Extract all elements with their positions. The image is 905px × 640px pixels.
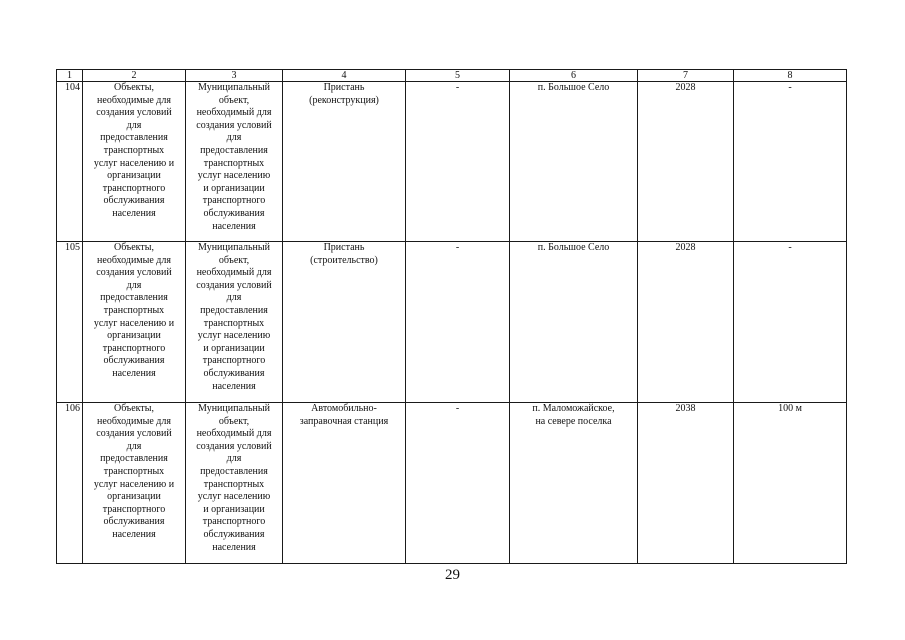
object-location-text: п. Маломожайское, на севере поселка bbox=[532, 403, 615, 427]
object-name bbox=[283, 242, 406, 403]
header-cell-2: 2 bbox=[83, 70, 186, 82]
object-status bbox=[186, 403, 283, 564]
object-name bbox=[283, 82, 406, 242]
object-year: 2038 bbox=[638, 403, 734, 564]
object-category-text: Объекты, необходимые для создания условий для предоставления транспортных услуг населению и организации транспортного обслуживания населения bbox=[93, 242, 175, 379]
header-cell-8: 8 bbox=[734, 70, 847, 82]
object-category-text: Объекты, необходимые для создания условий для предоставления транспортных услуг населению и организации транспортного обслуживания населения bbox=[93, 403, 175, 540]
object-status-text: Муниципальный объект, необходимый для создания условий для предоставления транспортных услуг населению и организации транспортного обслуживания населения bbox=[196, 82, 272, 232]
object-category bbox=[83, 82, 186, 242]
header-row bbox=[57, 70, 847, 82]
table-row bbox=[57, 403, 847, 564]
object-category bbox=[83, 403, 186, 564]
object-status bbox=[186, 242, 283, 403]
object-location bbox=[510, 242, 638, 403]
object-name-text: Автомобильно- заправочная станция bbox=[299, 403, 389, 427]
table-row bbox=[57, 82, 847, 242]
object-category-text: Объекты, необходимые для создания условий для предоставления транспортных услуг населению и организации транспортного обслуживания населения bbox=[93, 82, 175, 219]
header-cell-3: 3 bbox=[186, 70, 283, 82]
object-name bbox=[283, 403, 406, 564]
object-location bbox=[510, 403, 638, 564]
row-number: 104 bbox=[57, 82, 83, 242]
object-zone: - bbox=[734, 82, 847, 242]
row-number: 106 bbox=[57, 403, 83, 564]
object-location-text: п. Большое Село bbox=[537, 82, 610, 93]
header-cell-4: 4 bbox=[283, 70, 406, 82]
object-status bbox=[186, 82, 283, 242]
column-5-value: - bbox=[406, 242, 510, 403]
object-year: 2028 bbox=[638, 82, 734, 242]
table-row bbox=[57, 242, 847, 403]
objects-table bbox=[56, 69, 847, 564]
header-cell-1: 1 bbox=[57, 70, 83, 82]
row-number: 105 bbox=[57, 242, 83, 403]
header-cell-7: 7 bbox=[638, 70, 734, 82]
object-location-text: п. Большое Село bbox=[537, 242, 610, 253]
object-zone: 100 м bbox=[734, 403, 847, 564]
page-number: 29 bbox=[445, 567, 460, 583]
column-5-value: - bbox=[406, 403, 510, 564]
object-status-text: Муниципальный объект, необходимый для создания условий для предоставления транспортных услуг населению и организации транспортного обслуживания населения bbox=[196, 242, 272, 392]
object-year: 2028 bbox=[638, 242, 734, 403]
header-cell-5: 5 bbox=[406, 70, 510, 82]
column-5-value: - bbox=[406, 82, 510, 242]
object-location bbox=[510, 82, 638, 242]
header-cell-6: 6 bbox=[510, 70, 638, 82]
object-name-text: Пристань (реконструкция) bbox=[309, 82, 379, 106]
object-category bbox=[83, 242, 186, 403]
object-name-text: Пристань (строительство) bbox=[310, 242, 378, 266]
object-zone: - bbox=[734, 242, 847, 403]
object-status-text: Муниципальный объект, необходимый для создания условий для предоставления транспортных услуг населению и организации транспортного обслуживания населения bbox=[196, 403, 272, 553]
